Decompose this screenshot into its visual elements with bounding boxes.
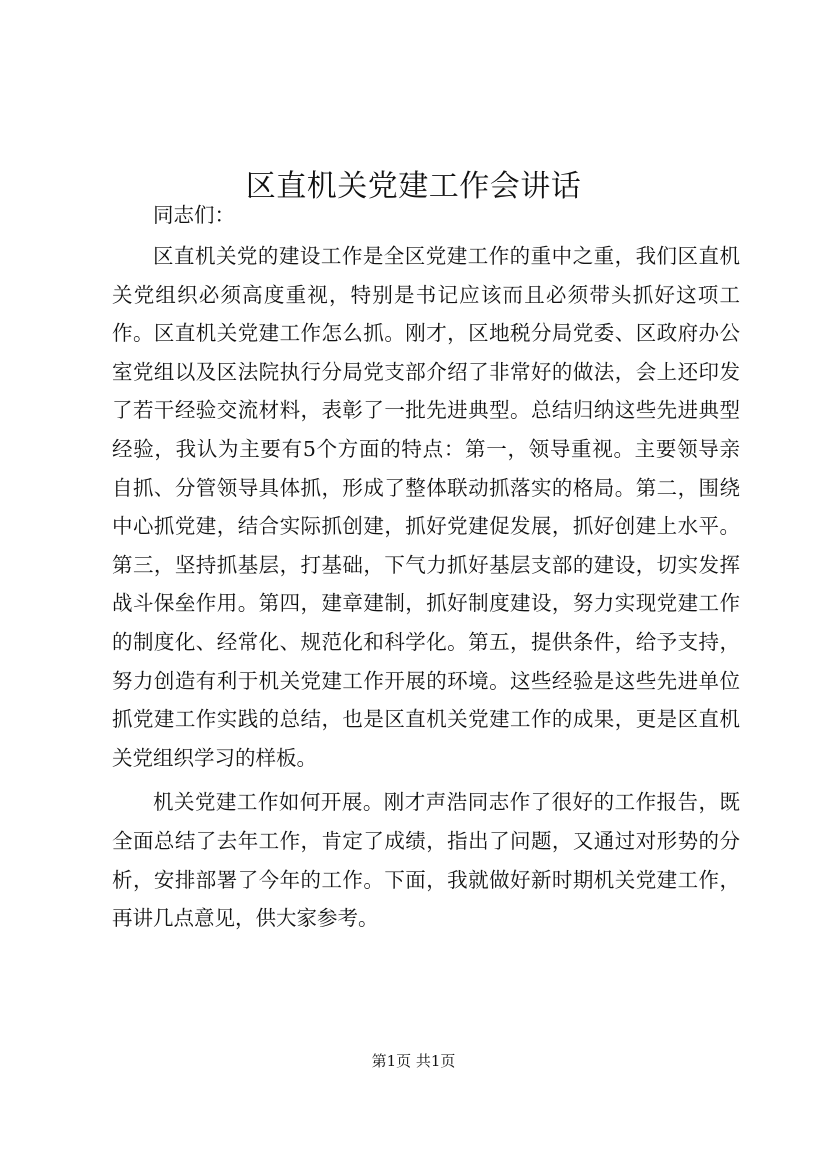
greeting: 同志们： <box>153 203 235 227</box>
body-paragraph-2: 机关党建工作如何开展。刚才声浩同志作了很好的工作报告，既全面总结了去年工作，肯定了成绩，指出了问题，又通过对形势的分析，安排部署了今年的工作。下面，我就做好新时期机关党建工作，再讲几点意见，供大家参考。 <box>112 790 740 931</box>
page-footer: 第1页 共1页 <box>371 1052 456 1070</box>
body-paragraph-1: 区直机关党的建设工作是全区党建工作的重中之重，我们区直机关党组织必须高度重视，特别是书记应该而且必须带头抓好这项工作。区直机关党建工作怎么抓。刚才，区地税分局党委、区政府办公室党组以及区法院执行分局党支部介绍了非常好的做法，会上还印发了若干经验交流材料，表彰了一批先进典型。总结归纳这些先进典型经验，我认为主要有5个方面的特点：第一，领导重视。主要领导亲自抓、分管领导具体抓，形成了整体联动抓落实的格局。第二，围绕中心抓党建，结合实际抓创建，抓好党建促发展，抓好创建上水平。第三，坚持抓基层，打基础，下气力抓好基层支部的建设，切实发挥战斗保垒作用。第四，建章建制，抓好制度建设，努力实现党建工作的制度化、经常化、规范化和科学化。第五，提供条件，给予支持，努力创造有利于机关党建工作开展的环境。这些经验是这些先进单位抓党建工作实践的总结，也是区直机关党建工作的成果，更是区直机关党组织学习的样板。 <box>112 244 740 770</box>
page-title: 区直机关党建工作会讲话 <box>245 169 582 205</box>
document-body <box>112 197 740 938</box>
